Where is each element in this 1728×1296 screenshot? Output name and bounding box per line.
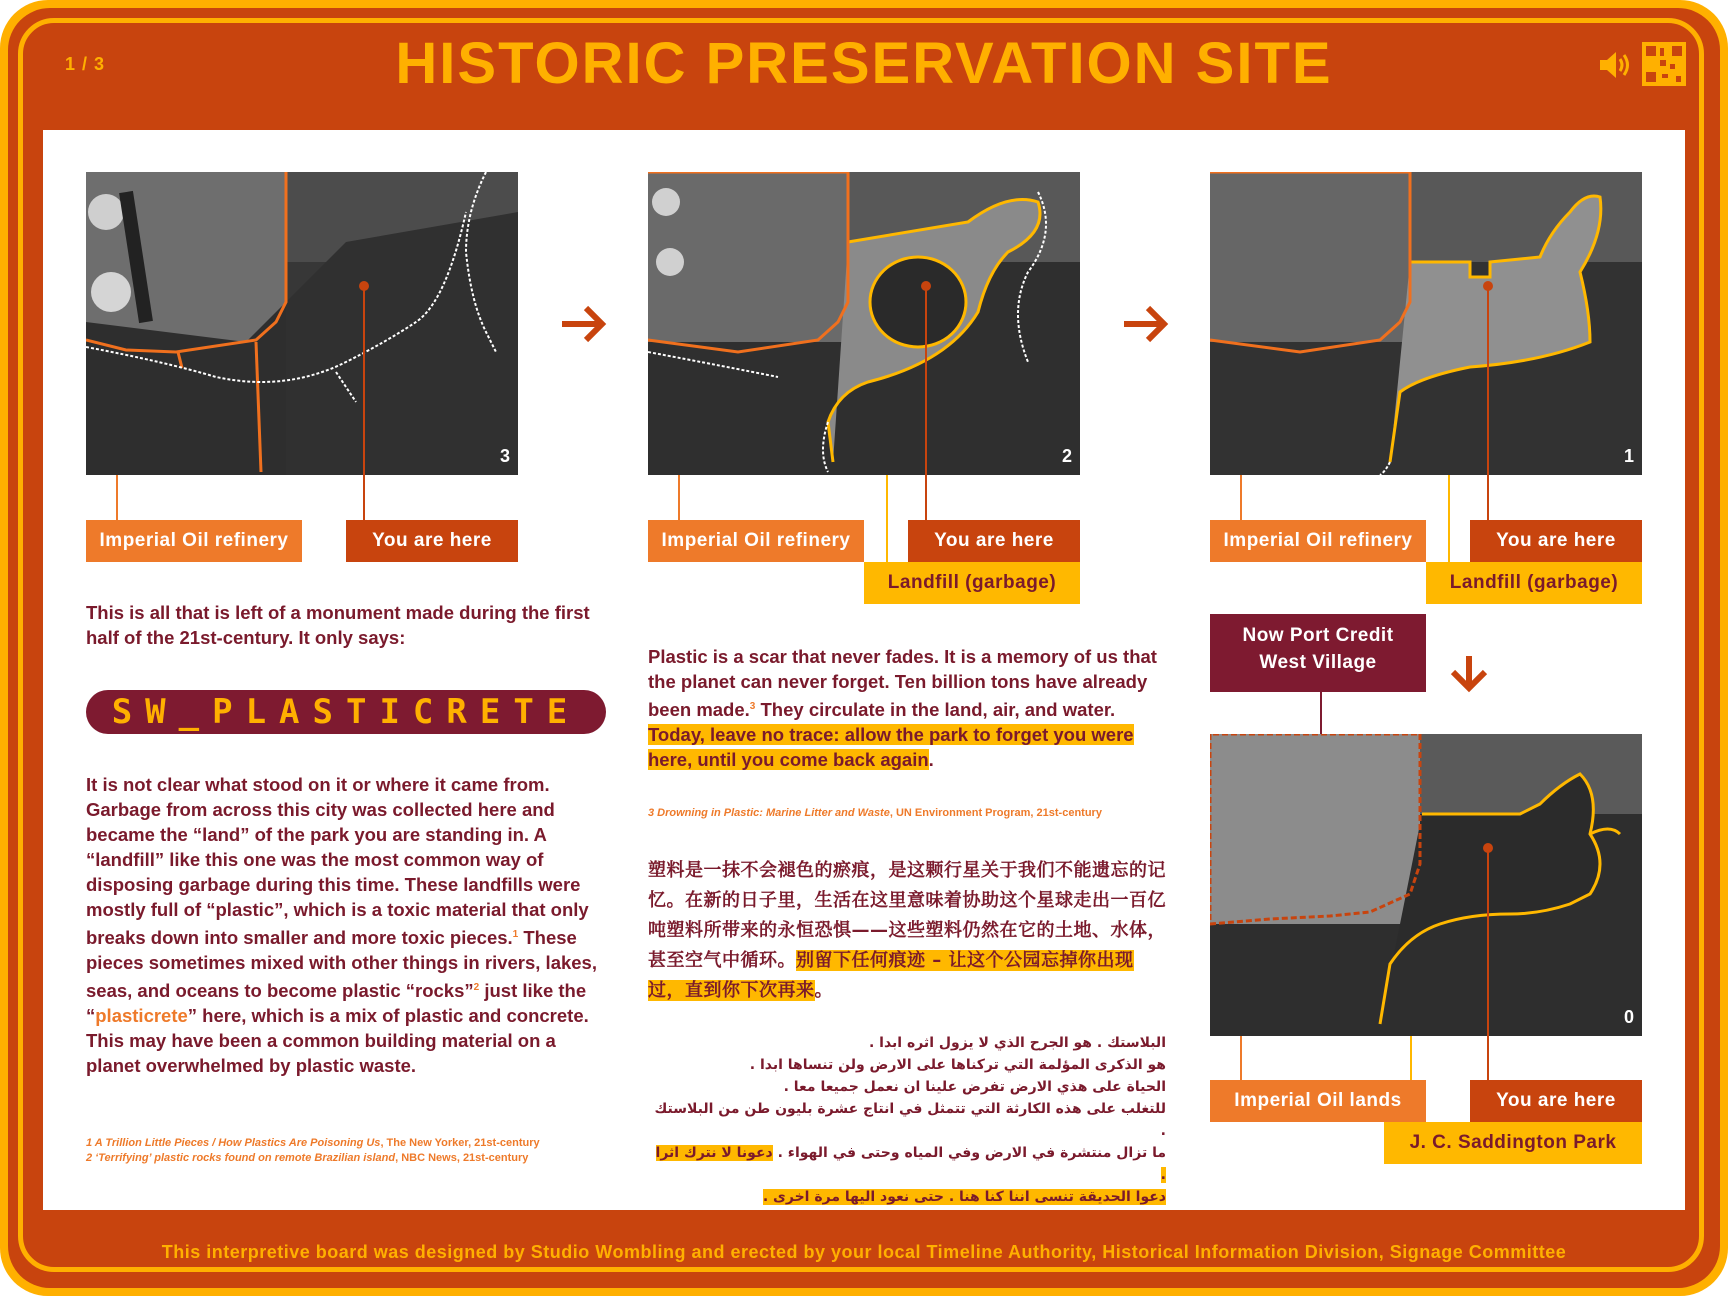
label-landfill: Landfill (garbage)	[1426, 562, 1642, 604]
footnote-2	[86, 1151, 646, 1166]
arabic-line	[648, 1186, 1166, 1208]
footer-credit: This interpretive board was designed by Studio Wombling and erected by your local Timeline Authority, Historical Information Division, Signage Committee	[161, 1242, 1567, 1262]
photo-number: 0	[1623, 1007, 1634, 1027]
arabic-line	[648, 1142, 1166, 1186]
arabic-line: الحياة على هذي الارض تفرض علينا ان نعمل جميعا معا .	[783, 1079, 1166, 1095]
aerial-map-2	[648, 172, 1080, 475]
plasticrete-term: plasticrete	[95, 1005, 188, 1027]
body-text-part: just like the “	[86, 980, 587, 1027]
chinese-text	[648, 856, 1170, 1006]
aerial-photo-3	[86, 172, 518, 475]
aerial-map-1	[1210, 172, 1642, 475]
label-you-are-here: You are here	[1470, 520, 1642, 562]
connector-line	[116, 475, 118, 520]
footnote-3	[648, 806, 1188, 821]
english-text-part: They circulate in the land, air, and water.	[755, 699, 1116, 721]
label-imperial-oil-refinery: Imperial Oil refinery	[648, 520, 864, 562]
connector-line	[1487, 848, 1489, 1080]
label-line: West Village	[1259, 652, 1377, 673]
label-imperial-oil-refinery: Imperial Oil refinery	[86, 520, 302, 562]
photo-number: 1	[1623, 446, 1634, 466]
highlighted-message-ar: دعوا الحديقة تنسى اننا كنا هنا . حتى نعود اليها مرة اخرى .	[762, 1189, 1166, 1205]
qr-code-icon[interactable]	[1642, 42, 1686, 86]
arrow-down-icon	[1447, 654, 1491, 694]
english-text-part: .	[928, 749, 934, 771]
footnote-title: 3 Drowning in Plastic: Marine Litter and Waste	[648, 807, 890, 819]
chinese-text-part: 。	[814, 980, 833, 1001]
footnote-ref[interactable]: 2	[473, 982, 480, 994]
label-jc-saddington-park: J. C. Saddington Park	[1384, 1122, 1642, 1164]
arabic-text-part: ما تزال منتشرة في الارض وفي المياه وحتى في الهواء .	[777, 1145, 1166, 1161]
aerial-photo-2	[648, 172, 1080, 475]
page-title: HISTORIC PRESERVATION SITE	[395, 31, 1333, 96]
aerial-map-0	[1210, 734, 1642, 1036]
intro-text: This is all that is left of a monument made during the first half of the 21st-century. It only says:	[86, 602, 590, 648]
label-now-port-credit	[1210, 614, 1426, 692]
footnote-source: , UN Environment Program, 21st-century	[889, 807, 1102, 819]
label-line: Now Port Credit	[1242, 625, 1394, 646]
footnote-ref[interactable]: 3	[749, 701, 756, 712]
highlighted-message-zh: 别留下任何痕迹 – 让这个公园忘掉你出现过，直到你下次再来	[648, 950, 1134, 1001]
footnote-source: , NBC News, 21st-century	[395, 1152, 529, 1164]
connector-line	[1487, 286, 1489, 520]
label-landfill: Landfill (garbage)	[864, 562, 1080, 604]
label-imperial-oil-lands: Imperial Oil lands	[1210, 1080, 1426, 1122]
label-you-are-here: You are here	[346, 520, 518, 562]
chinese-text-part: 塑料是一抹不会褪色的瘀痕，是这颗行星关于我们不能遗忘的记忆。在新的日子里，生活在这里意味着协助这个星球走出一百亿吨塑料所带来的永恒恐惧——这些塑料仍然在它的土地、水体，甚至空气中循环。	[648, 860, 1166, 971]
connector-line	[678, 475, 680, 520]
label-imperial-oil-refinery: Imperial Oil refinery	[1210, 520, 1426, 562]
footnote-1	[86, 1136, 646, 1151]
footnote-title: 2 ‘Terrifying’ plastic rocks found on remote Brazilian island	[86, 1152, 396, 1164]
aerial-photo-0	[1210, 734, 1642, 1036]
label-you-are-here: You are here	[908, 520, 1080, 562]
connector-line	[1240, 475, 1242, 520]
body-text-part: These pieces sometimes mixed with other things in rivers, lakes, seas, and oceans to become plastic “rocks”	[86, 927, 597, 1002]
arabic-text	[648, 1032, 1166, 1208]
connector-line	[1448, 475, 1450, 564]
body-text-part: ” here, which is a mix of plastic and concrete. This may have been a common building material on a planet overwhelmed by plastic waste.	[86, 1005, 589, 1077]
connector-line	[886, 475, 888, 564]
photo-number: 3	[499, 446, 510, 466]
footnote-title: 1 A Trillion Little Pieces / How Plastics Are Poisoning Us	[86, 1137, 381, 1149]
aerial-photo-1	[1210, 172, 1642, 475]
arrow-right-icon	[560, 304, 608, 344]
aerial-map-3	[86, 172, 518, 475]
speaker-icon[interactable]	[1598, 48, 1634, 82]
footnote-source: , The New Yorker, 21st-century	[380, 1137, 540, 1149]
arabic-line: البلاستك . هو الجرح الذي لا يزول اثره ابدا .	[868, 1035, 1166, 1051]
arabic-line: للتغلب على هذه الكارثة التي تتمثل في انتاج عشرة بليون طن من البلاستك .	[654, 1101, 1166, 1139]
monument-inscription: SW_PLASTICRETE	[86, 690, 606, 734]
english-text	[648, 644, 1172, 772]
photo-number: 2	[1061, 446, 1072, 466]
label-you-are-here: You are here	[1470, 1080, 1642, 1122]
english-text-part: Plastic is a scar that never fades. It is a memory of us that the planet can never forget. Ten billion tons have already been made.	[648, 646, 1157, 721]
body-text	[86, 772, 606, 1078]
arrow-right-icon	[1122, 304, 1170, 344]
highlighted-message-ar: دعونا لا نترك اثرا .	[655, 1145, 1166, 1183]
connector-line	[363, 286, 365, 520]
footnote-ref[interactable]: 1	[512, 929, 519, 940]
body-text-part: It is not clear what stood on it or where it came from. Garbage from across this city was collected here and became the “land” of the park you are standing in. A “landfill” like this one was the most common way of disposing garbage during this time. These landfills were mostly full of “plastic”, which is a toxic material that only breaks down into smaller and more toxic pieces.	[86, 774, 589, 949]
connector-line	[925, 286, 927, 520]
highlighted-message: Today, leave no trace: allow the park to forget you were here, until you come back again	[648, 724, 1134, 771]
arabic-line: هو الذكرى المؤلمة التي تركناها على الارض ولن تنساها ابدا .	[749, 1057, 1166, 1073]
page-indicator[interactable]: 1 / 3	[65, 54, 106, 74]
connector-line	[1320, 692, 1322, 734]
connector-line	[1240, 1036, 1242, 1080]
